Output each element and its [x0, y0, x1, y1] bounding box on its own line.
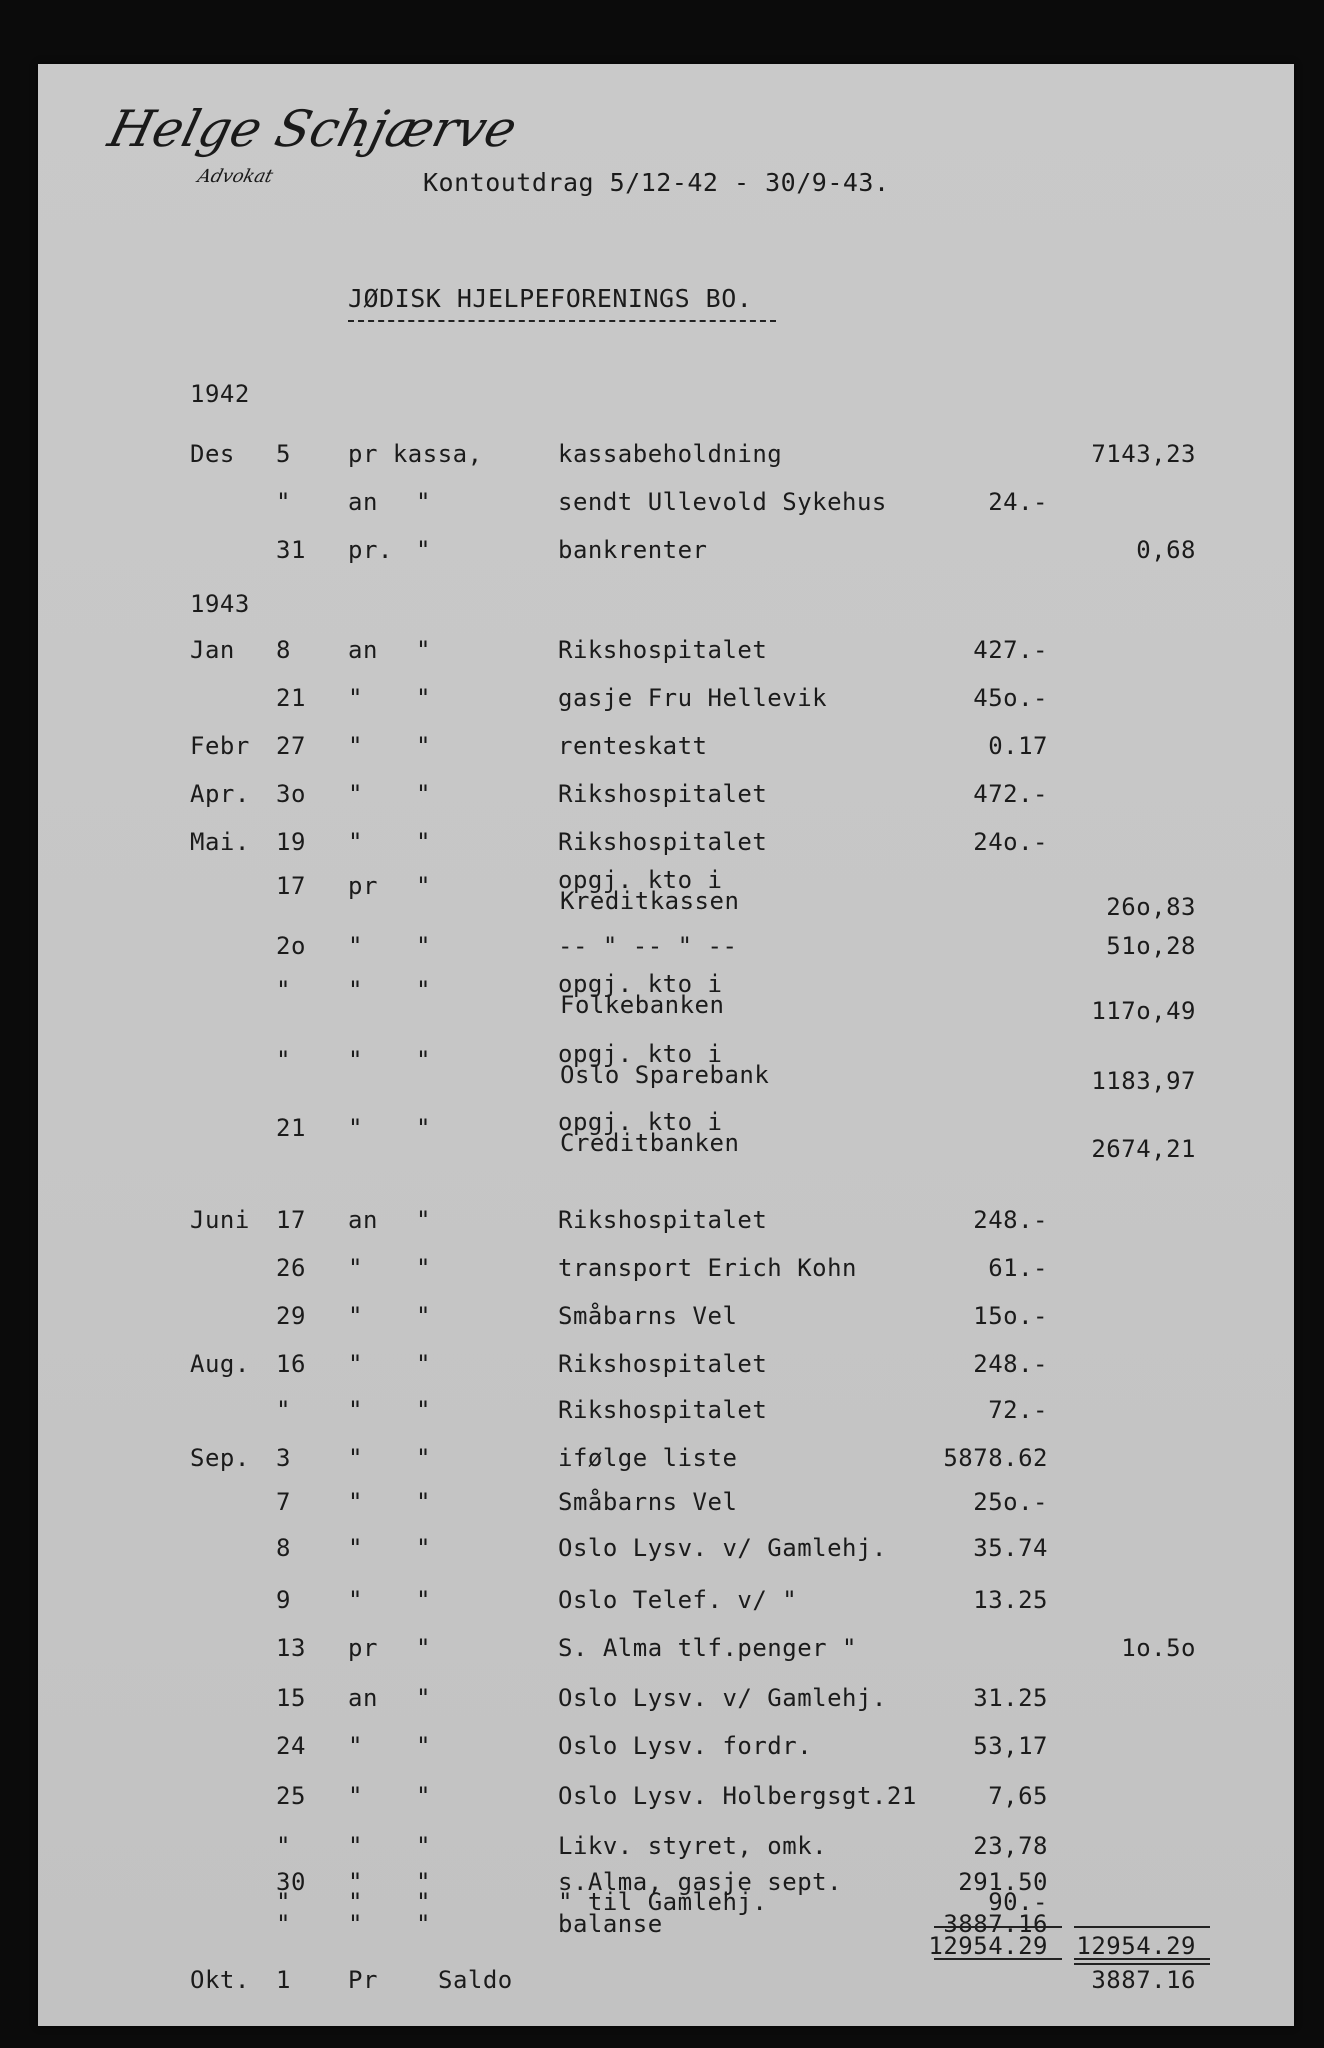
ledger-description: Oslo Lysv. v/ Gamlehj. — [558, 1534, 887, 1562]
ledger-day: " — [276, 1046, 291, 1074]
ledger-entry-type: Pr — [348, 1966, 378, 1994]
ledger-debit-total: 12954.29 — [928, 1932, 1048, 1960]
statement-title: Kontoutdrag 5/12-42 - 30/9-43. — [423, 168, 890, 197]
ledger-description: Folkebanken — [560, 991, 725, 1019]
ledger-description: -- " -- " -- — [558, 932, 738, 960]
ledger-debit-amount: 7,65 — [988, 1782, 1048, 1810]
ledger-description: Oslo Lysv. v/ Gamlehj. — [558, 1684, 887, 1712]
ledger-ditto-mark: " — [416, 1254, 431, 1282]
ledger-entry-type: " — [348, 732, 363, 760]
ledger-day: 1 — [276, 1966, 291, 1994]
ledger-debit-amount: 35.74 — [973, 1534, 1048, 1562]
ledger-description: Rikshospitalet — [558, 1206, 768, 1234]
ledger-credit-amount: 0,68 — [1136, 536, 1196, 564]
ledger-entry-type: " — [348, 1910, 363, 1938]
ledger-entry-type: pr — [348, 872, 378, 900]
ledger-entry-type: " — [348, 1254, 363, 1282]
ledger-debit-amount: 0.17 — [988, 732, 1048, 760]
ledger-year: 1943 — [190, 590, 250, 618]
ledger-entry-type: an — [348, 1684, 378, 1712]
ledger-month: Mai. — [190, 828, 250, 856]
document-page — [38, 64, 1294, 2026]
ledger-day: 19 — [276, 828, 306, 856]
ledger-credit-amount: 2674,21 — [1091, 1135, 1196, 1163]
ledger-month: Febr — [190, 732, 250, 760]
ledger-entry-type: an — [348, 488, 378, 516]
ledger-day: 29 — [276, 1302, 306, 1330]
ledger-entry-type: pr. — [348, 536, 393, 564]
ledger-month: Aug. — [190, 1350, 250, 1378]
credit-total-rule-double — [1074, 1963, 1210, 1965]
ledger-debit-amount: 427.- — [973, 636, 1048, 664]
credit-total-rule-top — [1074, 1926, 1210, 1928]
ledger-entry-type: " — [348, 1868, 363, 1896]
ledger-description: Oslo Sparebank — [560, 1061, 770, 1089]
ledger-month: Jan — [190, 636, 235, 664]
ledger-description: Kreditkassen — [560, 887, 740, 915]
ledger-day: 30 — [276, 1868, 306, 1896]
ledger-entry-type: pr — [348, 1634, 378, 1662]
ledger-day: 15 — [276, 1684, 306, 1712]
ledger-day: 31 — [276, 536, 306, 564]
ledger-credit-amount: 26o,83 — [1106, 893, 1196, 921]
ledger-ditto-mark: " — [416, 1684, 431, 1712]
ledger-ditto-mark: " — [416, 932, 431, 960]
ledger-ditto-mark: " — [416, 1868, 431, 1896]
ledger-description: kassabeholdning — [558, 440, 783, 468]
ledger-day: 7 — [276, 1488, 291, 1516]
ledger-debit-amount: 23,78 — [973, 1832, 1048, 1860]
ledger-debit-amount: 53,17 — [973, 1732, 1048, 1760]
ledger-ditto-mark: " — [416, 976, 431, 1004]
estate-title: JØDISK HJELPEFORENINGS BO. — [348, 284, 753, 313]
ledger-entry-type: " — [348, 932, 363, 960]
ledger-ditto-mark: " — [416, 1888, 431, 1916]
ledger-description: Rikshospitalet — [558, 636, 768, 664]
ledger-credit-amount: 117o,49 — [1091, 997, 1196, 1025]
ledger-entry-type: " — [348, 828, 363, 856]
ledger-ditto-mark: " — [416, 1634, 431, 1662]
ledger-debit-amount: 90.- — [988, 1888, 1048, 1916]
title-underline — [348, 320, 776, 322]
ledger-description: ifølge liste — [558, 1444, 738, 1472]
ledger-description: Likv. styret, omk. — [558, 1832, 828, 1860]
ledger-day: 16 — [276, 1350, 306, 1378]
ledger-day: 3o — [276, 780, 306, 808]
ledger-day: " — [276, 1832, 291, 1860]
ledger-description: transport Erich Kohn — [558, 1254, 857, 1282]
ledger-credit-total: 12954.29 — [1076, 1932, 1196, 1960]
ledger-debit-amount: 5878.62 — [943, 1444, 1048, 1472]
ledger-debit-amount: 13.25 — [973, 1586, 1048, 1614]
ledger-description: Oslo Lysv. fordr. — [558, 1732, 813, 1760]
ledger-ditto-mark: " — [416, 732, 431, 760]
ledger-day: " — [276, 1396, 291, 1424]
ledger-ditto-mark: " — [416, 1782, 431, 1810]
ledger-entry-type: " — [348, 976, 363, 1004]
ledger-ditto-mark: " — [416, 1396, 431, 1424]
ledger-entry-type: " — [348, 1534, 363, 1562]
ledger-description: Rikshospitalet — [558, 1350, 768, 1378]
ledger-description: balanse — [558, 1910, 663, 1938]
ledger-credit-amount: 7143,23 — [1091, 440, 1196, 468]
ledger-month: Juni — [190, 1206, 250, 1234]
ledger-debit-amount: 31.25 — [973, 1684, 1048, 1712]
ledger-description: Rikshospitalet — [558, 1396, 768, 1424]
ledger-description: opgj. kto i — [558, 1040, 723, 1068]
ledger-ditto-mark: " — [416, 1046, 431, 1074]
ledger-description: Oslo Lysv. Holbergsgt.21 — [558, 1782, 917, 1810]
ledger-day: 8 — [276, 1534, 291, 1562]
ledger-description: opgj. kto i — [558, 970, 723, 998]
ledger-description: Creditbanken — [560, 1129, 740, 1157]
ledger-ditto-mark: " — [416, 636, 431, 664]
ledger-description: Oslo Telef. v/ " — [558, 1586, 798, 1614]
ledger-debit-amount: 248.- — [973, 1206, 1048, 1234]
ledger-credit-amount: 1o.5o — [1121, 1634, 1196, 1662]
ledger-day: " — [276, 488, 291, 516]
ledger-debit-amount: 472.- — [973, 780, 1048, 808]
ledger-description: Saldo — [438, 1966, 513, 1994]
ledger-month: Apr. — [190, 780, 250, 808]
ledger-month: Des — [190, 440, 235, 468]
ledger-ditto-mark: " — [416, 828, 431, 856]
ledger-description: opgj. kto i — [558, 866, 723, 894]
ledger-day: 24 — [276, 1732, 306, 1760]
ledger-description: gasje Fru Hellevik — [558, 684, 828, 712]
ledger-day: 13 — [276, 1634, 306, 1662]
ledger-description: " til Gamlehj. — [558, 1888, 768, 1916]
ledger-closing-balance: 3887.16 — [1091, 1966, 1196, 1994]
ledger-ditto-mark: " — [416, 684, 431, 712]
ledger-entry-type: pr kassa, — [348, 440, 483, 468]
ledger-description: bankrenter — [558, 536, 708, 564]
ledger-day: 26 — [276, 1254, 306, 1282]
ledger-entry-type: " — [348, 1832, 363, 1860]
ledger-ditto-mark: " — [416, 1910, 431, 1938]
ledger-ditto-mark: " — [416, 1444, 431, 1472]
ledger-entry-type: " — [348, 1488, 363, 1516]
ledger-day: " — [276, 1910, 291, 1938]
ledger-ditto-mark: " — [416, 1534, 431, 1562]
ledger-entry-type: " — [348, 1114, 363, 1142]
ledger-debit-amount: 24o.- — [973, 828, 1048, 856]
ledger-ditto-mark: " — [416, 780, 431, 808]
ledger-credit-amount: 51o,28 — [1106, 932, 1196, 960]
ledger-day: 17 — [276, 872, 306, 900]
ledger-debit-amount: 61.- — [988, 1254, 1048, 1282]
ledger-description: Rikshospitalet — [558, 828, 768, 856]
ledger-year: 1942 — [190, 380, 250, 408]
ledger-month: Sep. — [190, 1444, 250, 1472]
ledger-debit-amount: 15o.- — [973, 1302, 1048, 1330]
ledger-day: 21 — [276, 684, 306, 712]
ledger-credit-amount: 1183,97 — [1091, 1067, 1196, 1095]
letterhead-signature: Helge Schjærve — [102, 100, 523, 158]
ledger-entry-type: " — [348, 1586, 363, 1614]
debit-total-rule-top — [934, 1926, 1062, 1928]
credit-total-rule-bottom — [1074, 1958, 1210, 1960]
ledger-debit-amount: 45o.- — [973, 684, 1048, 712]
ledger-day: " — [276, 976, 291, 1004]
ledger-description: Småbarns Vel — [558, 1488, 738, 1516]
ledger-day: 27 — [276, 732, 306, 760]
ledger-description: renteskatt — [558, 732, 708, 760]
ledger-ditto-mark: " — [416, 1206, 431, 1234]
ledger-ditto-mark: " — [416, 1350, 431, 1378]
ledger-debit-amount: 72.- — [988, 1396, 1048, 1424]
ledger-description: S. Alma tlf.penger " — [558, 1634, 857, 1662]
ledger-month: Okt. — [190, 1966, 250, 1994]
ledger-day: 9 — [276, 1586, 291, 1614]
ledger-entry-type: an — [348, 1206, 378, 1234]
ledger-day: 8 — [276, 636, 291, 664]
ledger-day: 2o — [276, 932, 306, 960]
ledger-debit-amount: 3887.16 — [943, 1910, 1048, 1938]
ledger-ditto-mark: " — [416, 536, 431, 564]
ledger-entry-type: " — [348, 1444, 363, 1472]
ledger-description: Småbarns Vel — [558, 1302, 738, 1330]
ledger-debit-amount: 24.- — [988, 488, 1048, 516]
ledger-day: " — [276, 1888, 291, 1916]
ledger-ditto-mark: " — [416, 1488, 431, 1516]
ledger-description: opgj. kto i — [558, 1108, 723, 1136]
ledger-ditto-mark: " — [416, 1586, 431, 1614]
ledger-ditto-mark: " — [416, 872, 431, 900]
letterhead-title: Advokat — [195, 166, 276, 187]
ledger-day: 25 — [276, 1782, 306, 1810]
ledger-description: Rikshospitalet — [558, 780, 768, 808]
ledger-entry-type: " — [348, 1046, 363, 1074]
ledger-day: 17 — [276, 1206, 306, 1234]
ledger-ditto-mark: " — [416, 1832, 431, 1860]
ledger-entry-type: " — [348, 1782, 363, 1810]
ledger-entry-type: " — [348, 1302, 363, 1330]
ledger-ditto-mark: " — [416, 1732, 431, 1760]
ledger-entry-type: " — [348, 1350, 363, 1378]
ledger-ditto-mark: " — [416, 1302, 431, 1330]
ledger-day: 3 — [276, 1444, 291, 1472]
ledger-entry-type: an — [348, 636, 378, 664]
ledger-entry-type: " — [348, 1732, 363, 1760]
ledger-day: 5 — [276, 440, 291, 468]
ledger-debit-amount: 291.50 — [958, 1868, 1048, 1896]
ledger-entry-type: " — [348, 684, 363, 712]
ledger-entry-type: " — [348, 780, 363, 808]
ledger-ditto-mark: " — [416, 1114, 431, 1142]
ledger-description: sendt Ullevold Sykehus — [558, 488, 887, 516]
ledger-day: 21 — [276, 1114, 306, 1142]
ledger-debit-amount: 25o.- — [973, 1488, 1048, 1516]
ledger-description: s.Alma, gasje sept. — [558, 1868, 843, 1896]
ledger-debit-amount: 248.- — [973, 1350, 1048, 1378]
ledger-entry-type: " — [348, 1396, 363, 1424]
debit-total-rule-bottom — [934, 1958, 1062, 1960]
ledger-ditto-mark: " — [416, 488, 431, 516]
ledger-entry-type: " — [348, 1888, 363, 1916]
